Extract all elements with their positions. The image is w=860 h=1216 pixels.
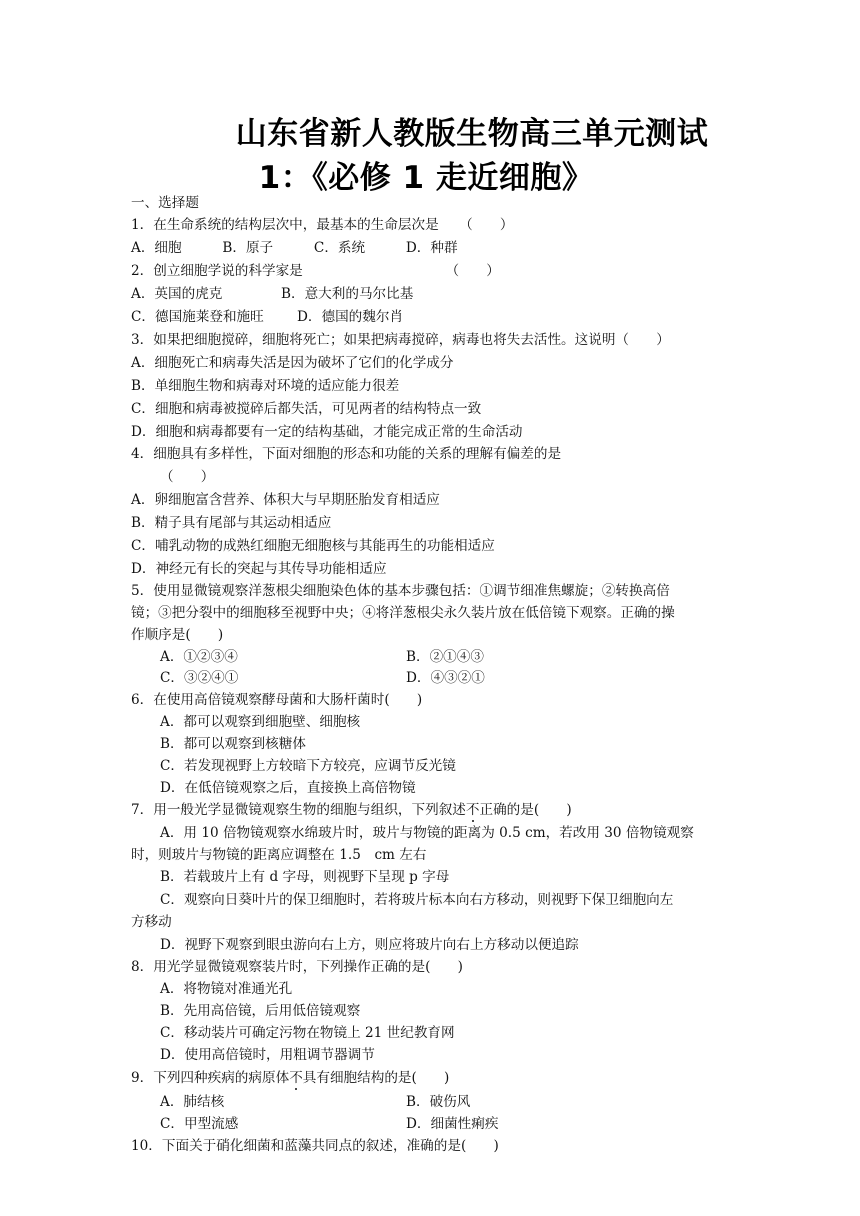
section-heading: 一、选择题 (131, 195, 199, 211)
question-7-stem-post: 正确的是( ) (479, 802, 572, 818)
question-7-option-a-line2: 时，则玻片与物镜的距离应调整在 1.5 cm 左右 (131, 847, 427, 863)
question-5-stem-line2: 镜；③把分裂中的细胞移至视野中央；④将洋葱根尖永久装片放在低倍镜下观察。正确的操 (131, 605, 675, 621)
question-5-option-b: B．②①④③ (406, 649, 484, 665)
question-7-stem-pre: 7．用一般光学显微镜观察生物的细胞与组织，下列叙述 (131, 802, 466, 818)
question-9-option-a: A．肺结核 (160, 1094, 225, 1110)
question-9-stem (131, 1067, 449, 1089)
question-8-option-a: A．将物镜对准通光孔 (160, 981, 293, 997)
question-6-option-a: A．都可以观察到细胞壁、细胞核 (160, 714, 361, 730)
question-8-option-c: C．移动装片可确定污物在物镜上 21 世纪教育网 (160, 1025, 455, 1041)
question-5-option-row-2 (160, 667, 485, 689)
question-6-option-d: D．在低倍镜观察之后，直接换上高倍物镜 (160, 780, 416, 796)
question-2-option-d: D．德国的魏尔肖 (297, 309, 404, 325)
question-5-stem-line1: 5．使用显微镜观察洋葱根尖细胞染色体的基本步骤包括：①调节细准焦螺旋；②转换高倍 (131, 583, 670, 599)
question-3-option-d: D．细胞和病毒都要有一定的结构基础，才能完成正常的生命活动 (131, 424, 523, 440)
document-title-line1: 山东省新人教版生物高三单元测试 (235, 116, 709, 152)
question-2-option-b: B．意大利的马尔比基 (281, 286, 414, 302)
question-10-stem: 10．下面关于硝化细菌和蓝藻共同点的叙述，准确的是( ) (131, 1138, 499, 1154)
question-5-stem-line3: 作顺序是( ) (131, 627, 224, 643)
question-7-option-a-line1: A．用 10 倍物镜观察水绵玻片时，玻片与物镜的距离为 0.5 cm，若改用 30 倍物镜观察 (160, 825, 694, 841)
question-6-stem: 6．在使用高倍镜观察酵母菌和大肠杆菌时( ) (131, 692, 423, 708)
question-4-option-d: D．神经元有长的突起与其传导功能相适应 (131, 561, 387, 577)
question-6-option-c: C．若发现视野上方较暗下方较亮，应调节反光镜 (160, 758, 456, 774)
question-8-option-d: D．使用高倍镜时，用粗调节器调节 (160, 1047, 375, 1063)
question-3-option-c: C．细胞和病毒被搅碎后都失活，可见两者的结构特点一致 (131, 401, 482, 417)
question-4-option-c: C．哺乳动物的成熟红细胞无细胞核与其能再生的功能相适应 (131, 538, 495, 554)
question-4-answer-paren: （ ） (160, 469, 215, 485)
question-9-stem-post: 具有细胞结构的是( ) (302, 1070, 450, 1086)
question-1-options: A．细胞 B．原子 C．系统 D．种群 (131, 240, 458, 256)
question-3-option-a: A．细胞死亡和病毒失活是因为破坏了它们的化学成分 (131, 355, 454, 371)
question-5-option-a: A．①②③④ (160, 649, 238, 665)
question-1-stem: 1．在生命系统的结构层次中，最基本的生命层次是 （ ） (131, 217, 514, 233)
question-4-stem: 4．细胞具有多样性，下面对细胞的形态和功能的关系的理解有偏差的是 (131, 446, 562, 462)
question-2-stem: 2．创立细胞学说的科学家是 （ ） (131, 263, 500, 279)
question-3-option-b: B．单细胞生物和病毒对环境的适应能力很差 (131, 378, 400, 394)
question-9-option-d: D．细菌性痢疾 (406, 1116, 499, 1132)
question-9-option-row-2 (160, 1113, 499, 1135)
question-9-option-c: C．甲型流感 (160, 1116, 239, 1132)
question-7-emphasis-mark: 不 (465, 802, 480, 818)
question-2-option-row-2 (131, 306, 404, 328)
question-5-option-row-1 (160, 646, 484, 668)
question-4-option-b: B．精子具有尾部与其运动相适应 (131, 515, 332, 531)
question-7-option-c-line2: 方移动 (131, 914, 172, 930)
question-9-emphasis-mark: 不 (289, 1070, 303, 1086)
question-7-option-b: B．若载玻片上有 d 字母，则视野下呈现 p 字母 (160, 869, 450, 885)
question-2-option-row-1 (131, 283, 414, 305)
question-3-stem: 3．如果把细胞搅碎，细胞将死亡；如果把病毒搅碎，病毒也将失去活性。这说明（ ） (131, 332, 670, 348)
question-7-option-c-line1: C．观察向日葵叶片的保卫细胞时，若将玻片标本向右方移动，则视野下保卫细胞向左 (160, 892, 674, 908)
question-7-option-d: D．视野下观察到眼虫游向右上方，则应将玻片向右上方移动以便追踪 (160, 937, 579, 953)
question-2-option-c: C．德国施莱登和施旺 (131, 309, 264, 325)
document-title-line2: 1：《必修 1 走近细胞》 (258, 160, 594, 196)
question-9-stem-pre: 9．下列四种疾病的病原体 (131, 1070, 290, 1086)
question-8-option-b: B．先用高倍镜，后用低倍镜观察 (160, 1003, 361, 1019)
question-2-option-a: A．英国的虎克 (131, 286, 223, 302)
question-5-option-c: C．③②④① (160, 670, 239, 686)
question-9-option-row-1 (160, 1091, 471, 1113)
question-7-stem (131, 799, 572, 821)
question-4-option-a: A．卵细胞富含营养、体积大与早期胚胎发育相适应 (131, 492, 440, 508)
question-5-option-d: D．④③②① (406, 670, 485, 686)
question-6-option-b: B．都可以观察到核糖体 (160, 736, 306, 752)
question-9-option-b: B．破伤风 (406, 1094, 471, 1110)
question-8-stem: 8．用光学显微镜观察装片时，下列操作正确的是( ) (131, 959, 463, 975)
